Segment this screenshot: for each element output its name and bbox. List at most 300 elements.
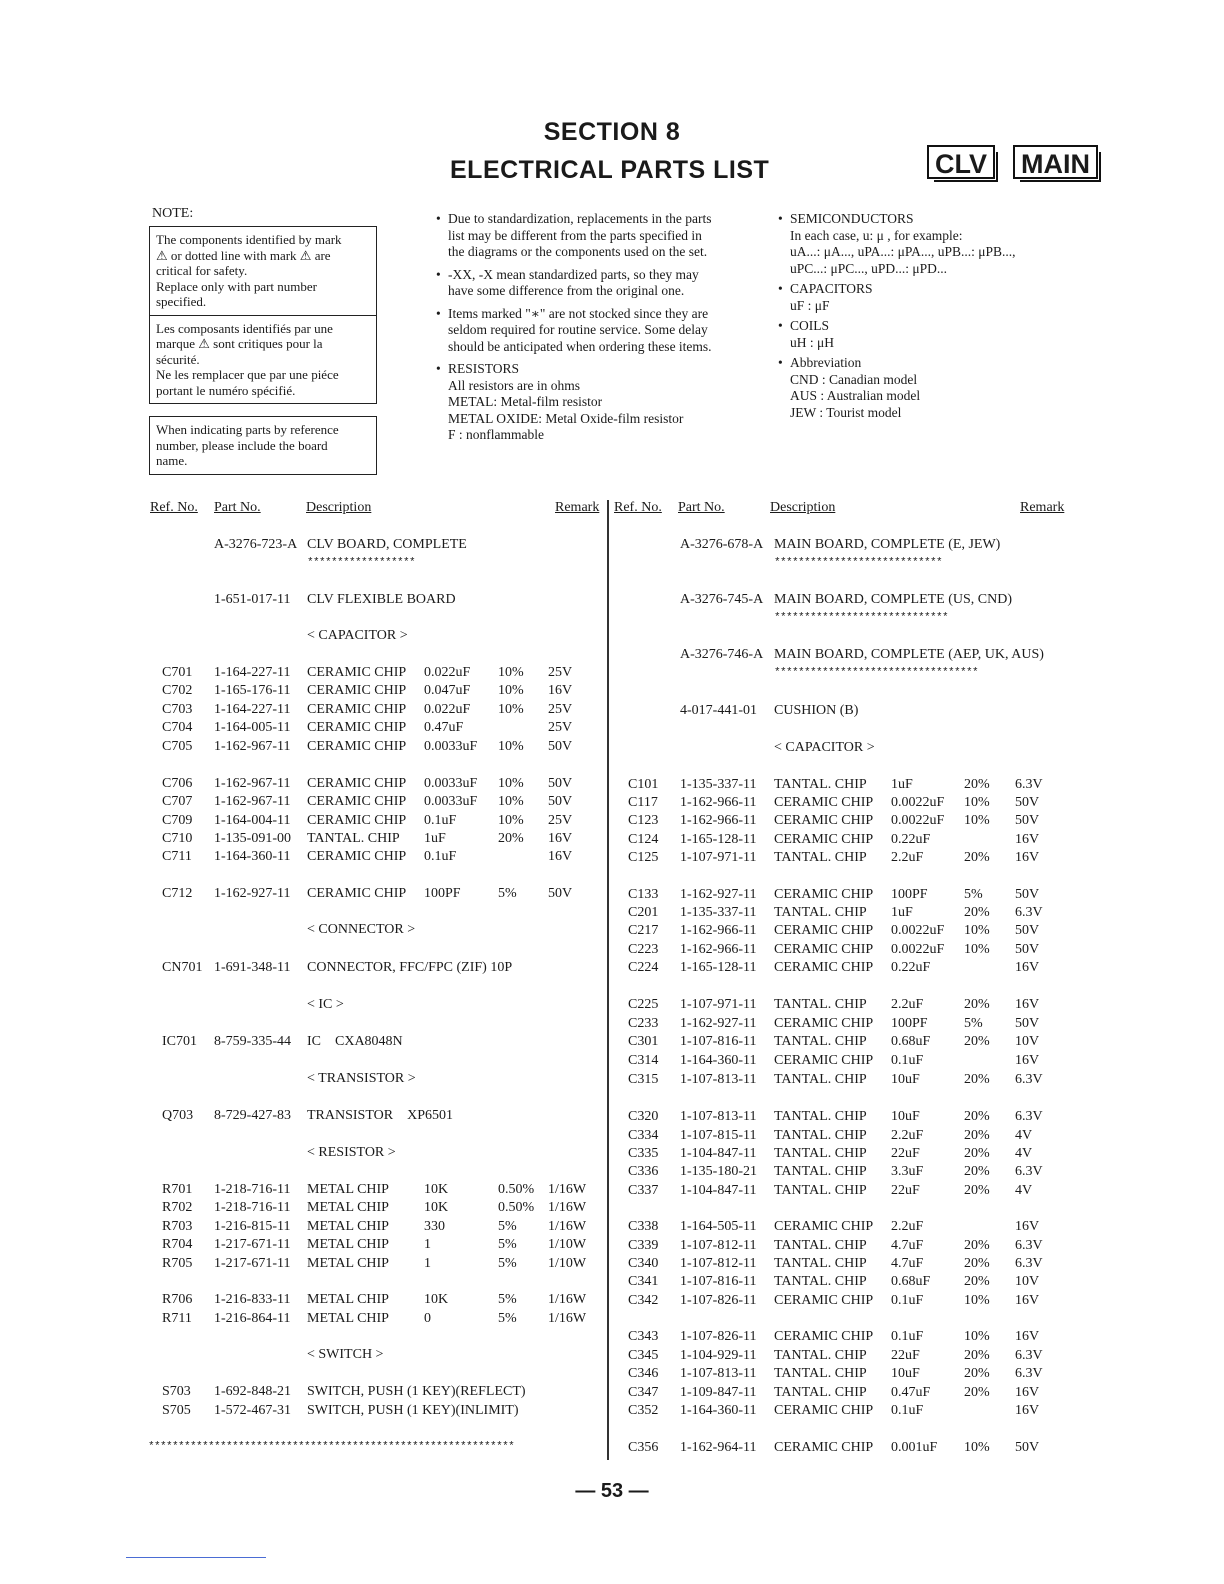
note-text: AUS : Australian model [790, 388, 921, 403]
cell-desc: CERAMIC CHIP [774, 1219, 874, 1234]
cell-v2: 10% [964, 1329, 990, 1344]
cell-desc: IC CXA8048N [307, 1034, 403, 1049]
cell-part: 1-162-927-11 [680, 887, 757, 902]
cell-v2: 20% [964, 1183, 990, 1198]
cell-ref: C315 [628, 1072, 659, 1087]
group-heading: < CAPACITOR > [307, 628, 408, 643]
cell-ref: C343 [628, 1329, 659, 1344]
note-text: should be anticipated when ordering these items. [448, 338, 712, 354]
note-text: In each case, u: μ , for example: [790, 227, 963, 243]
cell-part: A-3276-678-A [680, 537, 764, 552]
cell-desc: METAL CHIP [307, 1311, 389, 1326]
cell-v2: 5% [498, 1311, 517, 1326]
cell-desc: CERAMIC CHIP [774, 1440, 874, 1455]
cell-v3: 6.3V [1015, 905, 1043, 920]
cell-part: 1-165-176-11 [214, 683, 291, 698]
cell-part: 1-162-967-11 [214, 776, 291, 791]
cell-ref: R705 [162, 1256, 193, 1271]
cell-ref: C125 [628, 850, 659, 865]
cell-v2: 20% [964, 1128, 990, 1143]
cell-ref: R704 [162, 1237, 193, 1252]
cell-part: 1-104-847-11 [680, 1146, 757, 1161]
cell-part: 1-164-505-11 [680, 1219, 757, 1234]
cell-desc: CERAMIC CHIP [307, 702, 407, 717]
cell-desc: CUSHION (B) [774, 703, 859, 718]
cell-v2: 10% [498, 665, 524, 680]
cell-part: 8-729-427-83 [214, 1108, 291, 1123]
cell-desc: TANTAL. CHIP [774, 1146, 867, 1161]
cell-ref: C356 [628, 1440, 659, 1455]
cell-desc: CERAMIC CHIP [307, 683, 407, 698]
cell-v1: 0 [424, 1311, 431, 1326]
group-heading: < TRANSISTOR > [307, 1071, 416, 1086]
group-heading: < SWITCH > [307, 1347, 384, 1362]
cell-desc: CONNECTOR, FFC/FPC (ZIF) 10P [307, 960, 513, 975]
general-notes [436, 211, 746, 450]
cell-v3: 6.3V [1015, 1164, 1043, 1179]
cell-v2: 20% [964, 1146, 990, 1161]
cell-v1: 0.1uF [891, 1053, 924, 1068]
cell-part: 4-017-441-01 [680, 703, 757, 718]
cell-v1: 22uF [891, 1183, 920, 1198]
cell-desc: MAIN BOARD, COMPLETE (E, JEW) [774, 537, 1001, 552]
note-text: • RESISTORS [448, 361, 520, 376]
cell-v1: 4.7uF [891, 1256, 924, 1271]
cell-desc: CERAMIC CHIP [774, 1053, 874, 1068]
cell-desc: METAL CHIP [307, 1256, 389, 1271]
cell-desc: METAL CHIP [307, 1182, 389, 1197]
cell-v3: 50V [1015, 813, 1040, 828]
cell-ref: C346 [628, 1366, 659, 1381]
cell-part: 1-216-833-11 [214, 1292, 291, 1307]
cell-v1: 0.0022uF [891, 942, 945, 957]
note-text: uH : μH [790, 334, 834, 350]
cell-ref: C701 [162, 665, 193, 680]
cell-v2: 5% [498, 1237, 517, 1252]
cell-v2: 20% [964, 1274, 990, 1289]
cell-part: 1-217-671-11 [214, 1256, 291, 1271]
cell-ref: C352 [628, 1403, 659, 1418]
col-header-remark: Remark [555, 500, 600, 515]
cell-desc: TANTAL. CHIP [307, 831, 400, 846]
cell-v1: 0.0022uF [891, 795, 945, 810]
cell-desc: CERAMIC CHIP [774, 923, 874, 938]
cell-v1: 0.022uF [424, 665, 471, 680]
safety-note-english [150, 227, 376, 315]
cell-desc: TANTAL. CHIP [774, 1274, 867, 1289]
cell-v1: 100PF [424, 886, 461, 901]
note-text: the diagrams or the components used on the set. [448, 244, 708, 259]
cell-desc: CERAMIC CHIP [774, 887, 874, 902]
cell-ref: C338 [628, 1219, 659, 1234]
cell-ref: C712 [162, 886, 193, 901]
cell-part: 1-218-716-11 [214, 1200, 291, 1215]
cell-desc: METAL CHIP [307, 1292, 389, 1307]
cell-v1: 100PF [891, 1016, 928, 1031]
cell-v2: 10% [498, 702, 524, 717]
cell-part: 1-104-929-11 [680, 1348, 757, 1363]
cell-v2: 20% [964, 1238, 990, 1253]
cell-ref: C133 [628, 887, 659, 902]
cell-ref: S705 [162, 1403, 191, 1418]
col-header-description: Description [770, 500, 836, 515]
cell-part: 1-164-360-11 [680, 1053, 757, 1068]
cell-part: 1-164-360-11 [680, 1403, 757, 1418]
cell-ref: R702 [162, 1200, 193, 1215]
cell-desc: CERAMIC CHIP [774, 942, 874, 957]
cell-part: 1-165-128-11 [680, 960, 757, 975]
cell-part: 1-107-812-11 [680, 1238, 757, 1253]
cell-ref: C217 [628, 923, 659, 938]
cell-v2: 20% [964, 1366, 990, 1381]
cell-v3: 16V [1015, 1385, 1040, 1400]
cell-v3: 4V [1015, 1183, 1033, 1198]
cell-v2: 20% [964, 1034, 990, 1049]
note-line: marque ⚠ sont critiques pour la [156, 336, 323, 351]
cell-part: 1-217-671-11 [214, 1237, 291, 1252]
note-label: NOTE: [152, 206, 194, 221]
cell-part: 1-164-227-11 [214, 665, 291, 680]
cell-v2: 10% [498, 776, 524, 791]
cell-v1: 4.7uF [891, 1238, 924, 1253]
cell-v1: 0.1uF [891, 1403, 924, 1418]
col-header-description: Description [306, 500, 372, 515]
cell-ref: C711 [162, 849, 192, 864]
note-text: • Items marked "∗" are not stocked since they are [448, 305, 709, 321]
cell-ref: S703 [162, 1384, 191, 1399]
cell-v3: 16V [1015, 1053, 1040, 1068]
cell-v1: 0.0033uF [424, 776, 478, 791]
cell-desc: TANTAL. CHIP [774, 1366, 867, 1381]
note-text: • CAPACITORS [790, 281, 873, 296]
group-heading: < CAPACITOR > [774, 740, 875, 755]
cell-v1: 1uF [891, 905, 913, 920]
cell-v3: 16V [1015, 960, 1040, 975]
cell-v3: 6.3V [1015, 1348, 1043, 1363]
cell-ref: C201 [628, 905, 659, 920]
cell-v3: 1/16W [548, 1219, 587, 1234]
cell-v3: 6.3V [1015, 1109, 1043, 1124]
col-header-part: Part No. [678, 500, 725, 515]
safety-note-french [150, 315, 376, 404]
cell-part: 1-107-816-11 [680, 1034, 757, 1049]
cell-v3: 10V [1015, 1274, 1040, 1289]
cell-desc: TANTAL. CHIP [774, 1072, 867, 1087]
note-line: name. [156, 453, 188, 468]
cell-desc: TRANSISTOR XP6501 [307, 1108, 453, 1123]
page-number: — 53 — [575, 1480, 649, 1502]
cell-v2: 10% [964, 1440, 990, 1455]
cell-v2: 20% [964, 1164, 990, 1179]
cell-part: 1-162-964-11 [680, 1440, 757, 1455]
cell-v3: 50V [548, 739, 573, 754]
cell-part: 1-216-864-11 [214, 1311, 291, 1326]
cell-part: 1-104-847-11 [680, 1183, 757, 1198]
cell-desc: CERAMIC CHIP [307, 739, 407, 754]
cell-v3: 16V [1015, 1403, 1040, 1418]
cell-part: 1-107-816-11 [680, 1274, 757, 1289]
cell-v3: 6.3V [1015, 1366, 1043, 1381]
cell-ref: C101 [628, 777, 659, 792]
cell-desc: CERAMIC CHIP [774, 960, 874, 975]
cell-v3: 1/10W [548, 1237, 587, 1252]
cell-ref: C704 [162, 720, 193, 735]
cell-v1: 0.68uF [891, 1034, 931, 1049]
cell-desc: TANTAL. CHIP [774, 1256, 867, 1271]
cell-v3: 50V [1015, 795, 1040, 810]
cell-part: 1-164-004-11 [214, 813, 291, 828]
cell-part: 1-107-813-11 [680, 1366, 757, 1381]
cell-part: 1-162-966-11 [680, 795, 757, 810]
cell-part: 1-164-360-11 [214, 849, 291, 864]
cell-v2: 20% [964, 1348, 990, 1363]
cell-v2: 20% [964, 777, 990, 792]
cell-v1: 1uF [424, 831, 446, 846]
cell-v2: 10% [964, 813, 990, 828]
underline-stars: **************************** [774, 557, 943, 569]
cell-part: 1-162-967-11 [214, 794, 291, 809]
group-heading: < CONNECTOR > [307, 922, 416, 937]
cell-ref: C340 [628, 1256, 659, 1271]
cell-ref: C707 [162, 794, 193, 809]
cell-part: 1-135-337-11 [680, 905, 757, 920]
cell-ref: C345 [628, 1348, 659, 1363]
cell-v1: 0.022uF [424, 702, 471, 717]
cell-v1: 10uF [891, 1109, 920, 1124]
cell-v2: 20% [964, 1072, 990, 1087]
note-text: uF : μF [790, 297, 830, 313]
cell-v3: 16V [1015, 997, 1040, 1012]
col-header-remark: Remark [1020, 500, 1065, 515]
cell-desc: TANTAL. CHIP [774, 1348, 867, 1363]
cell-ref: C224 [628, 960, 659, 975]
cell-v3: 25V [548, 702, 573, 717]
cell-desc: TANTAL. CHIP [774, 1385, 867, 1400]
cell-part: 1-135-337-11 [680, 777, 757, 792]
cell-v3: 10V [1015, 1034, 1040, 1049]
cell-v2: 10% [498, 739, 524, 754]
cell-part: 1-572-467-31 [214, 1403, 291, 1418]
note-line: sécurité. [156, 351, 200, 367]
cell-v1: 0.1uF [891, 1293, 924, 1308]
cell-v2: 10% [964, 1293, 990, 1308]
cell-v2: 5% [498, 886, 517, 901]
cell-part: 1-107-826-11 [680, 1329, 757, 1344]
cell-part: 1-107-971-11 [680, 850, 757, 865]
cell-part: 8-759-335-44 [214, 1034, 291, 1049]
group-heading: < IC > [307, 997, 344, 1012]
note-line: ⚠ or dotted line with mark ⚠ are [156, 247, 331, 263]
cell-v1: 0.47uF [424, 720, 464, 735]
cell-ref: R711 [162, 1311, 192, 1326]
cell-part: 1-107-812-11 [680, 1256, 757, 1271]
cell-ref: R706 [162, 1292, 193, 1307]
cell-part: 1-109-847-11 [680, 1385, 757, 1400]
note-line: number, please include the board [156, 437, 328, 453]
cell-desc: TANTAL. CHIP [774, 1034, 867, 1049]
cell-v3: 50V [1015, 887, 1040, 902]
cell-v3: 6.3V [1015, 777, 1043, 792]
note-text: seldom required for routine service. Some delay [448, 322, 708, 337]
cell-v1: 10uF [891, 1366, 920, 1381]
cell-ref: C337 [628, 1183, 659, 1198]
cell-desc: CERAMIC CHIP [307, 849, 407, 864]
cell-ref: C301 [628, 1034, 659, 1049]
cell-v3: 6.3V [1015, 1072, 1043, 1087]
cell-part: 1-692-848-21 [214, 1384, 291, 1399]
cell-v1: 0.1uF [424, 849, 457, 864]
cell-part: 1-107-813-11 [680, 1072, 757, 1087]
cell-part: 1-135-091-00 [214, 831, 291, 846]
cell-v3: 16V [548, 849, 573, 864]
cell-ref: C702 [162, 683, 193, 698]
cell-v2: 10% [498, 813, 524, 828]
cell-v3: 16V [548, 683, 573, 698]
cell-v1: 1uF [891, 777, 913, 792]
cell-v3: 16V [1015, 1329, 1040, 1344]
cell-desc: CERAMIC CHIP [774, 1016, 874, 1031]
cell-ref: C124 [628, 832, 659, 847]
cell-v3: 16V [1015, 832, 1040, 847]
note-text: uA...: μA..., uPA...: μPA..., uPB...: μPB..., [790, 244, 1016, 259]
cell-v1: 2.2uF [891, 997, 924, 1012]
cell-part: A-3276-746-A [680, 647, 764, 662]
cell-ref: Q703 [162, 1108, 194, 1123]
note-text: list may be different from the parts specified in [448, 227, 702, 243]
cell-part: 1-162-927-11 [214, 886, 291, 901]
group-heading: < RESISTOR > [307, 1145, 396, 1160]
cell-v2: 10% [964, 923, 990, 938]
cell-ref: C223 [628, 942, 659, 957]
cell-v2: 0.50% [498, 1182, 535, 1197]
cell-desc: TANTAL. CHIP [774, 1238, 867, 1253]
cell-v3: 1/16W [548, 1292, 587, 1307]
cell-desc: CLV BOARD, COMPLETE [307, 537, 467, 552]
cell-v2: 5% [964, 887, 983, 902]
note-line: The components identified by mark [156, 232, 342, 247]
cell-v3: 50V [548, 886, 573, 901]
cell-desc: SWITCH, PUSH (1 KEY)(REFLECT) [307, 1384, 526, 1399]
note-line: When indicating parts by reference [156, 422, 339, 437]
cell-part: 1-107-971-11 [680, 997, 757, 1012]
cell-v3: 6.3V [1015, 1238, 1043, 1253]
cell-v3: 4V [1015, 1146, 1033, 1161]
cell-desc: TANTAL. CHIP [774, 777, 867, 792]
page-title: ELECTRICAL PARTS LIST [450, 156, 770, 184]
cell-v1: 10K [424, 1200, 449, 1215]
col-header-ref: Ref. No. [614, 500, 662, 515]
cell-part: A-3276-745-A [680, 592, 764, 607]
cell-v1: 10K [424, 1182, 449, 1197]
note-text: • -XX, -X mean standardized parts, so they may [448, 266, 699, 282]
note-line: Ne les remplacer que par une piéce [156, 367, 339, 382]
cell-v2: 5% [498, 1292, 517, 1307]
note-line: Replace only with part number [156, 278, 318, 294]
cell-part: 1-691-348-11 [214, 960, 291, 975]
note-text: F : nonflammable [448, 427, 544, 442]
cell-ref: CN701 [162, 960, 203, 975]
cell-desc: TANTAL. CHIP [774, 997, 867, 1012]
cell-desc: SWITCH, PUSH (1 KEY)(INLIMIT) [307, 1403, 519, 1418]
note-text: have some difference from the original one. [448, 283, 685, 298]
cell-part: 1-162-966-11 [680, 813, 757, 828]
cell-ref: IC701 [162, 1034, 197, 1049]
cell-v3: 4V [1015, 1128, 1033, 1143]
cell-part: A-3276-723-A [214, 537, 298, 552]
reference-note-box [149, 416, 377, 475]
cell-desc: CERAMIC CHIP [307, 794, 407, 809]
footer-rule [126, 1557, 266, 1558]
cell-desc: CERAMIC CHIP [307, 665, 407, 680]
cell-ref: C320 [628, 1109, 659, 1124]
cell-desc: TANTAL. CHIP [774, 850, 867, 865]
cell-v3: 16V [1015, 850, 1040, 865]
cell-v3: 50V [1015, 923, 1040, 938]
cell-desc: TANTAL. CHIP [774, 1183, 867, 1198]
cell-ref: C347 [628, 1385, 659, 1400]
cell-desc: CERAMIC CHIP [774, 1329, 874, 1344]
cell-v1: 0.0033uF [424, 794, 478, 809]
cell-v1: 2.2uF [891, 850, 924, 865]
column-divider [607, 500, 609, 1460]
cell-v3: 50V [548, 794, 573, 809]
note-text: • Due to standardization, replacements in the parts [448, 211, 712, 226]
cell-desc: TANTAL. CHIP [774, 1128, 867, 1143]
cell-ref: C336 [628, 1164, 659, 1179]
cell-part: 1-218-716-11 [214, 1182, 291, 1197]
cell-v1: 10uF [891, 1072, 920, 1087]
cell-desc: CERAMIC CHIP [307, 776, 407, 791]
cell-desc: METAL CHIP [307, 1200, 389, 1215]
cell-v1: 0.22uF [891, 960, 931, 975]
cell-desc: CERAMIC CHIP [774, 1403, 874, 1418]
cell-desc: CLV FLEXIBLE BOARD [307, 592, 456, 607]
cell-ref: C117 [628, 795, 658, 810]
cell-ref: R703 [162, 1219, 193, 1234]
cell-ref: C703 [162, 702, 193, 717]
cell-v1: 100PF [891, 887, 928, 902]
cell-ref: C314 [628, 1053, 659, 1068]
note-text: METAL: Metal-film resistor [448, 394, 603, 409]
cell-v2: 5% [964, 1016, 983, 1031]
cell-v2: 10% [964, 795, 990, 810]
section-heading: SECTION 8 [543, 118, 681, 146]
cell-part: 1-107-813-11 [680, 1109, 757, 1124]
cell-v3: 50V [548, 776, 573, 791]
cell-v3: 1/10W [548, 1256, 587, 1271]
cell-ref: C233 [628, 1016, 659, 1031]
cell-v1: 3.3uF [891, 1164, 924, 1179]
note-text: • Abbreviation [790, 355, 862, 370]
cell-v3: 50V [1015, 1440, 1040, 1455]
cell-v1: 0.22uF [891, 832, 931, 847]
cell-desc: CERAMIC CHIP [774, 832, 874, 847]
note-text: CND : Canadian model [790, 371, 918, 387]
cell-v2: 5% [498, 1219, 517, 1234]
cell-v1: 0.047uF [424, 683, 471, 698]
cell-v2: 20% [964, 1109, 990, 1124]
cell-v3: 1/16W [548, 1311, 587, 1326]
cell-v3: 16V [548, 831, 573, 846]
cell-ref: C706 [162, 776, 193, 791]
cell-part: 1-216-815-11 [214, 1219, 291, 1234]
cell-v3: 25V [548, 720, 573, 735]
cell-desc: TANTAL. CHIP [774, 905, 867, 920]
cell-v3: 25V [548, 813, 573, 828]
note-line: specified. [156, 294, 207, 309]
cell-v2: 20% [964, 997, 990, 1012]
cell-v1: 330 [424, 1219, 445, 1234]
